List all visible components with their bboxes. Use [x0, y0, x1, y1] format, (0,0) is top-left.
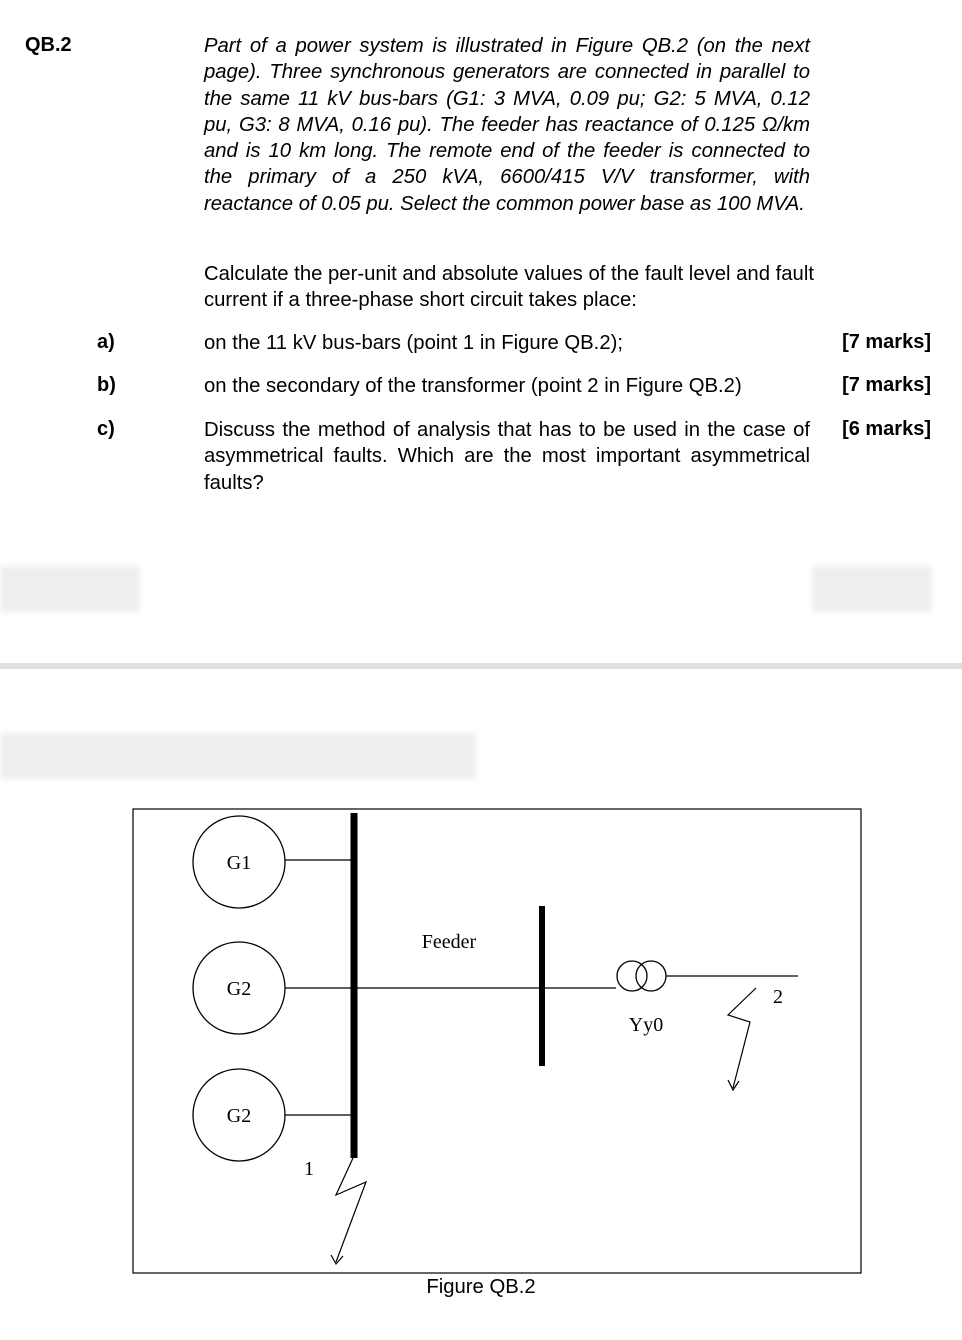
fault-point-2-label: 2: [773, 986, 783, 1008]
part-c-text: Discuss the method of analysis that has to be used in the case of asymmetrical faults. Which are the most important asymmetrical faults?: [204, 419, 810, 494]
part-c-marks: [6 marks]: [842, 418, 931, 440]
part-b-marks: [7 marks]: [842, 374, 931, 396]
part-b-label: b): [97, 374, 116, 396]
fault-1-symbol: [336, 1158, 366, 1262]
part-b-text: on the secondary of the transformer (point 2 in Figure QB.2): [204, 375, 742, 397]
generator-label-3: G2: [226, 1105, 252, 1127]
feeder-label: Feeder: [421, 931, 477, 953]
question-intro: Part of a power system is illustrated in Figure QB.2 (on the next page). Three synchronous generators are connected in parallel to the same 11 kV bus-bars (G1: 3 MVA, 0.09 pu; G2: 5 MVA, 0.12 pu, G3: 8 MVA, 0.16 pu). The feeder has reactance of 0.125 Ω/km and is 10 km long. The remote end of the feeder is connected to the primary of a 250 kVA, 6600/415 V/V transformer, with reactance of 0.05 pu. Select the common power base as 100 MVA.: [204, 35, 810, 215]
generator-label-1: G1: [226, 852, 252, 874]
generator-label-2: G2: [226, 978, 252, 1000]
part-a-marks: [7 marks]: [842, 331, 931, 353]
part-c-label: c): [97, 418, 115, 440]
transformer-label: Yy0: [628, 1014, 664, 1036]
transformer-secondary-winding: [636, 961, 666, 991]
transformer-primary-winding: [617, 961, 647, 991]
figure-caption: Figure QB.2: [426, 1276, 536, 1298]
question-task: Calculate the per-unit and absolute values of the fault level and fault current if a three-phase short circuit takes place:: [204, 263, 814, 312]
fault-2-symbol: [728, 988, 756, 1088]
part-a-text: on the 11 kV bus-bars (point 1 in Figure QB.2);: [204, 332, 623, 354]
fault-point-1-label: 1: [304, 1158, 314, 1180]
part-a-label: a): [97, 331, 115, 353]
question-number: QB.2: [25, 34, 72, 56]
figure-frame: [133, 809, 861, 1273]
